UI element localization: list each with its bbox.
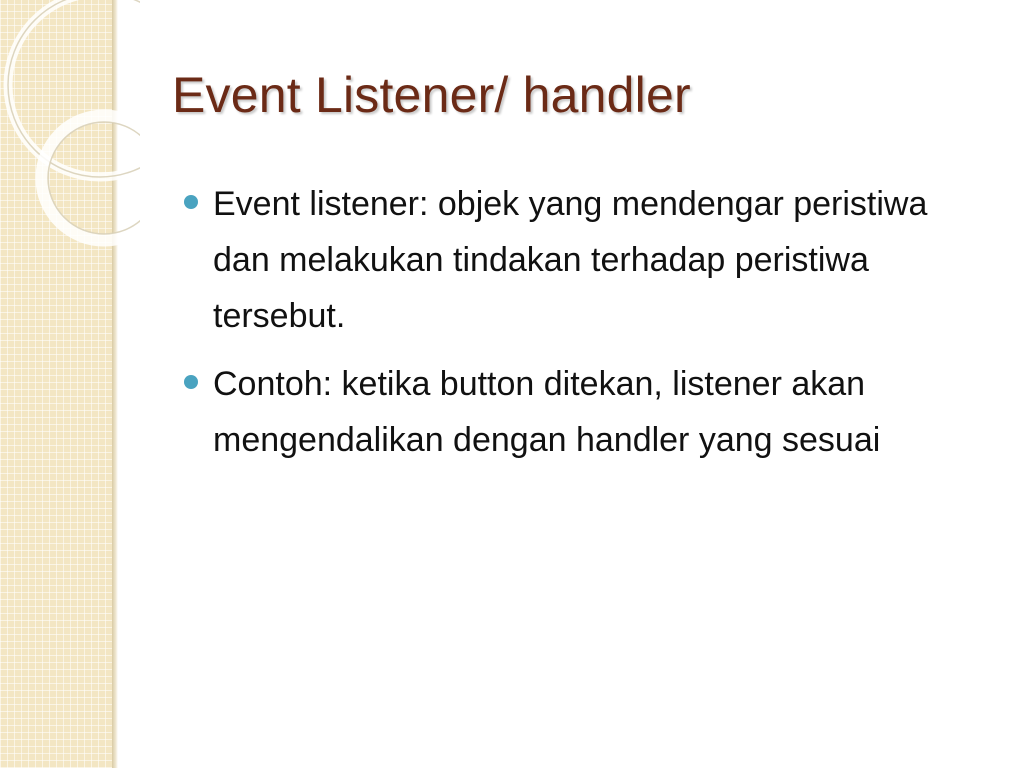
- bullet-item: [184, 356, 984, 468]
- bullet-text: Contoh: ketika button ditekan, listener akan mengendalikan dengan handler yang sesuai: [213, 365, 881, 459]
- bullet-list: [184, 176, 984, 480]
- side-panel-edge: [112, 0, 118, 768]
- bullet-text: Event listener: objek yang mendengar peristiwa dan melakukan tindakan terhadap peristiwa tersebut.: [213, 185, 928, 335]
- round-bullet-icon: [184, 375, 198, 389]
- round-bullet-icon: [184, 195, 198, 209]
- bullet-item: [184, 176, 984, 344]
- side-panel-pattern: [0, 0, 112, 768]
- slide-title: Event Listener/ handler: [172, 67, 691, 123]
